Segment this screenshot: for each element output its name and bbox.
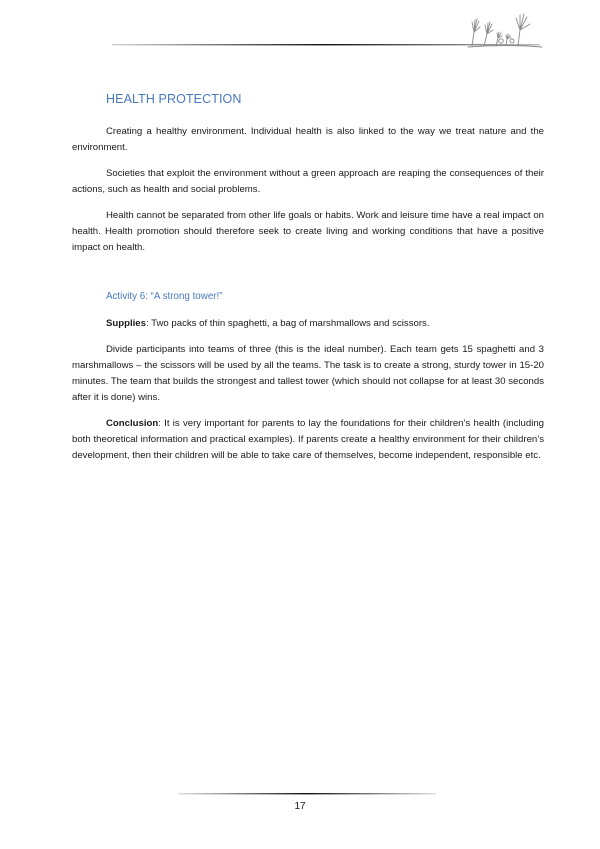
- paragraph-health-goals: Health cannot be separated from other life goals or habits. Work and leisure time have a real impact on health. Health promotion should therefore seek to create living and working conditions that have a positive impact on health.: [72, 210, 544, 253]
- paragraph-healthy-environment: Creating a healthy environment. Individual health is also linked to the way we treat nature and the environment.: [72, 126, 544, 153]
- paragraph-conclusion: [72, 416, 544, 464]
- conclusion-label: Conclusion: [106, 418, 159, 429]
- section-title: HEALTH PROTECTION: [106, 92, 242, 106]
- supplies-text: : Two packs of thin spaghetti, a bag of marshmallows and scissors.: [145, 318, 430, 329]
- page-number: 17: [294, 801, 306, 812]
- paragraph-societies: Societies that exploit the environment without a green approach are reaping the consequences of their actions, such as health and social problems.: [72, 168, 544, 195]
- page-content: [72, 92, 544, 464]
- hands-logo-icon: [466, 10, 544, 50]
- activity-title: Activity 6: “A strong tower!”: [106, 291, 223, 302]
- conclusion-text: : It is very important for parents to lay the foundations for their children’s health (including both theoretical information and practical examples). If parents create a healthy environment for their children’s development, then their children will be able to take care of themselves, become independent, responsible etc.: [72, 418, 544, 461]
- footer-rule: [178, 793, 436, 795]
- paragraph-instructions: Divide participants into teams of three (this is the ideal number). Each team gets 15 spaghetti and 3 marshmallows – the scissors will be used by all the teams. The task is to create a strong, sturdy tower in 15-20 minutes. The team that builds the strongest and tallest tower (which should not collapse for at least 30 seconds after it is done) wins.: [72, 344, 544, 403]
- supplies-label: Supplies: [106, 318, 146, 329]
- paragraph-supplies: [72, 316, 544, 332]
